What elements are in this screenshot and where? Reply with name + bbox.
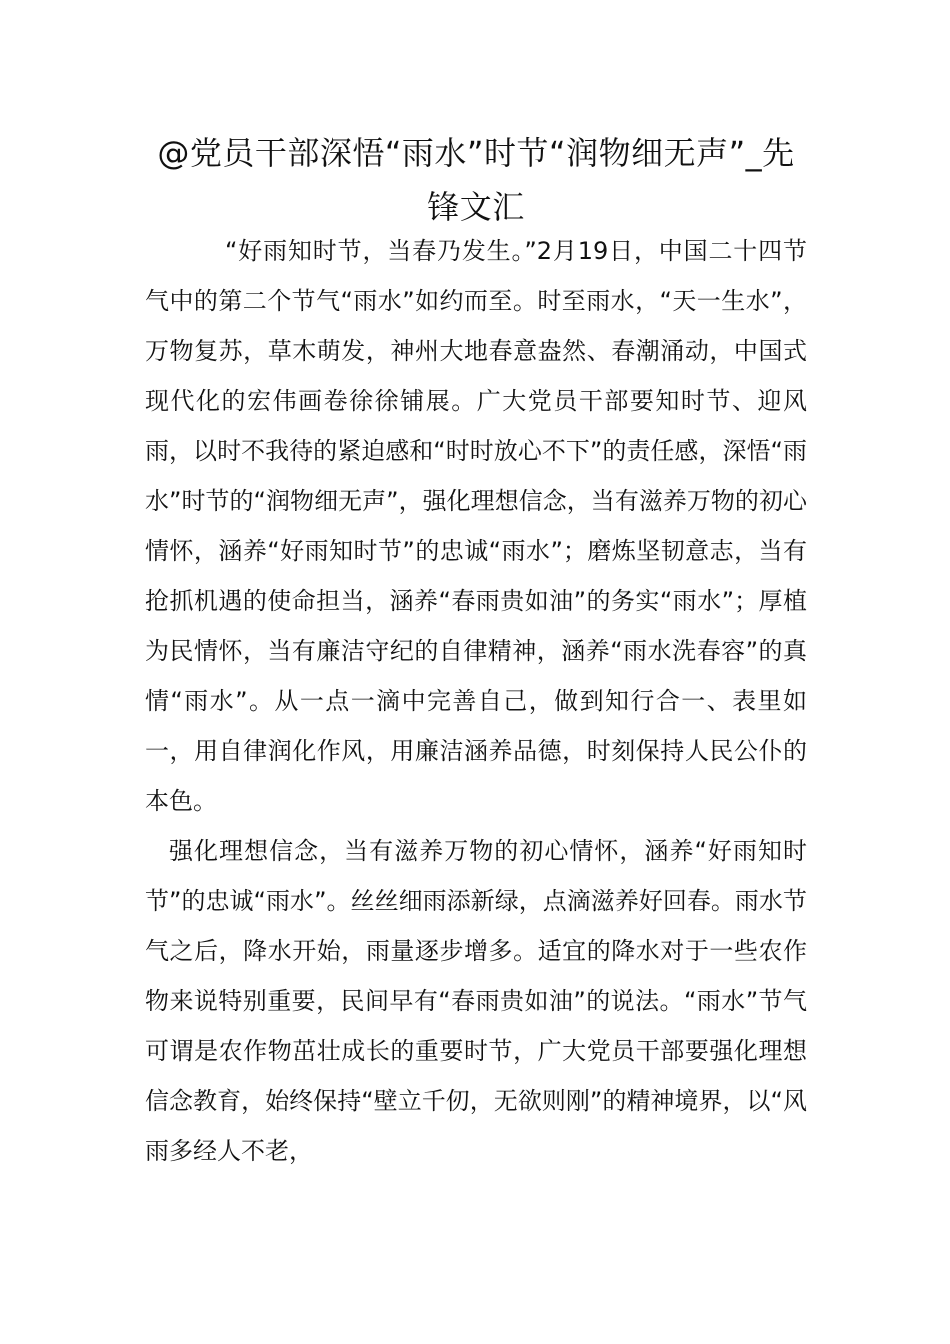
paragraph-ideals: 强化理想信念，当有滋养万物的初心情怀，涵养“好雨知时节”的忠诚“雨水”。丝丝细雨添新绿，点滴滋养好回春。雨水节气之后，降水开始，雨量逐步增多。适宜的降水对于一些农作物来说特别重要，民间早有“春雨贵如油”的说法。“雨水”节气可谓是农作物茁壮成长的重要时节，广大党员干部要强化理想信念教育，始终保持“壁立千仞，无欲则刚”的精神境界，以“风雨多经人不老，: [145, 837, 807, 1165]
paragraph-intro: “好雨知时节，当春乃发生。”2月19日，中国二十四节气中的第二个节气“雨水”如约而至。时至雨水，“天一生水”，万物复苏，草木萌发，神州大地春意盎然、春潮涌动，中国式现代化的宏伟画卷徐徐铺展。广大党员干部要知时节、迎风雨，以时不我待的紧迫感和“时时放心不下”的责任感，深悟“雨水”时节的“润物细无声”，强化理想信念，当有滋养万物的初心情怀，涵养“好雨知时节”的忠诚“雨水”；磨炼坚韧意志，当有抢抓机遇的使命担当，涵养“春雨贵如油”的务实“雨水”；厚植为民情怀，当有廉洁守纪的自律精神，涵养“雨水洗春容”的真情“雨水”。从一点一滴中完善自己，做到知行合一、表里如一，用自律润化作风，用廉洁涵养品德，时刻保持人民公仆的本色。: [145, 237, 807, 815]
document-body: [145, 226, 807, 1176]
document-title: @党员干部深悟“雨水”时节“润物细无声”_先锋文汇: [157, 134, 795, 226]
